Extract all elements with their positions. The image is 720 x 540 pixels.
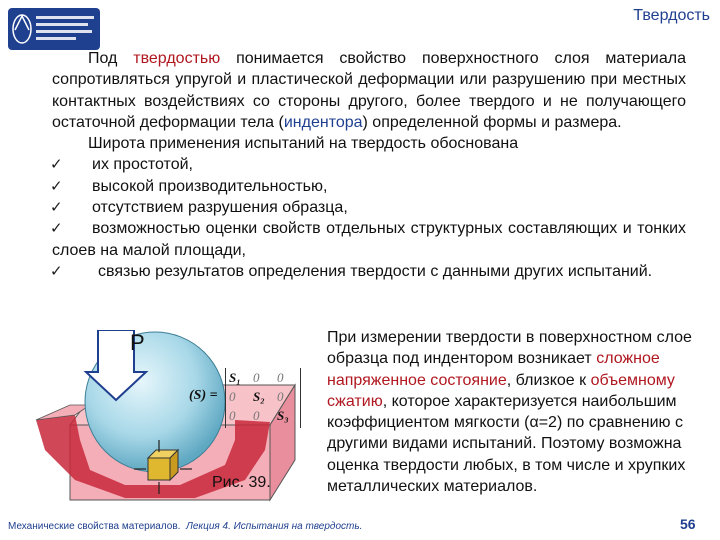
definition-end: ) определенной формы и размера. [362,113,622,131]
footer-lecture: Лекция 4. Испытания на твердость. [186,521,363,532]
matrix-cells [229,370,299,424]
figure-caption: Рис. 39. [212,474,271,491]
stress-matrix [185,364,305,432]
footer-course: Механические свойства материалов. [8,521,181,532]
load-label: P [130,330,145,355]
footer [8,521,362,532]
matrix-cell: 0 [253,408,260,423]
slide-title: Твердость [633,7,710,24]
definition-prefix: Под [88,50,134,67]
list-item: ✓ возможностью оценки свойств отдельных структурных составляющих и тонких слоев на малой площади, [50,219,686,259]
checkmark-icon: ✓ [50,261,63,280]
checkmark-icon: ✓ [50,155,63,174]
list-item: ✓ высокой производительностью, [52,176,686,197]
matrix-cell: S₃ [277,408,289,423]
matrix-cell: S₁ [229,370,241,385]
checkmark-icon: ✓ [50,176,63,195]
stress-state-text: При измерении твердости в поверхностном слое образца под индентором возникает сложное напряженное состояние, близкое к объемному сжатию, которое характеризуется наибольшим коэффициентом мягкости (α=2) по сравнению с другими видами испытаний. Поэтому возможна оценка твердости любых, в том числе и хрупких металлических материалов. [327,329,692,496]
term-indenter: индентора [283,113,363,131]
list-item: ✓ отсутствием разрушения образца, [52,197,686,218]
list-item: ✓ их простотой, [52,154,686,175]
matrix-cell: 0 [277,370,284,385]
definition-paragraph [52,48,686,133]
term-stress-state: сложное напряженное состояние [327,350,660,389]
matrix-cell: 0 [277,389,284,404]
matrix-cell: 0 [229,389,236,404]
checkmark-icon: ✓ [50,198,63,217]
matrix-cell: 0 [229,408,236,423]
list-intro: Широта применения испытаний на твердость обоснована [88,135,519,153]
matrix-cell: S₂ [253,389,265,404]
term-volumetric-compression: объемному сжатию [327,371,675,410]
page-number: 56 [680,516,696,532]
checkmark-icon: ✓ [50,219,63,238]
definition-text: понимается свойство поверхностного слоя материала сопротивляться упругой и пластической деформации или разрушению при местных контактных воздействиях со стороны другого, более твердого и не получающего остаточной деформации тела ( [52,50,686,131]
list-item: ✓ связью результатов определения твердости с данными других испытаний. [52,261,686,282]
term-hardness: твердостью [133,50,221,67]
matrix-cell: 0 [253,370,260,385]
matrix-label: (S) = [189,388,218,403]
university-logo [6,4,102,54]
main-text [52,48,686,282]
